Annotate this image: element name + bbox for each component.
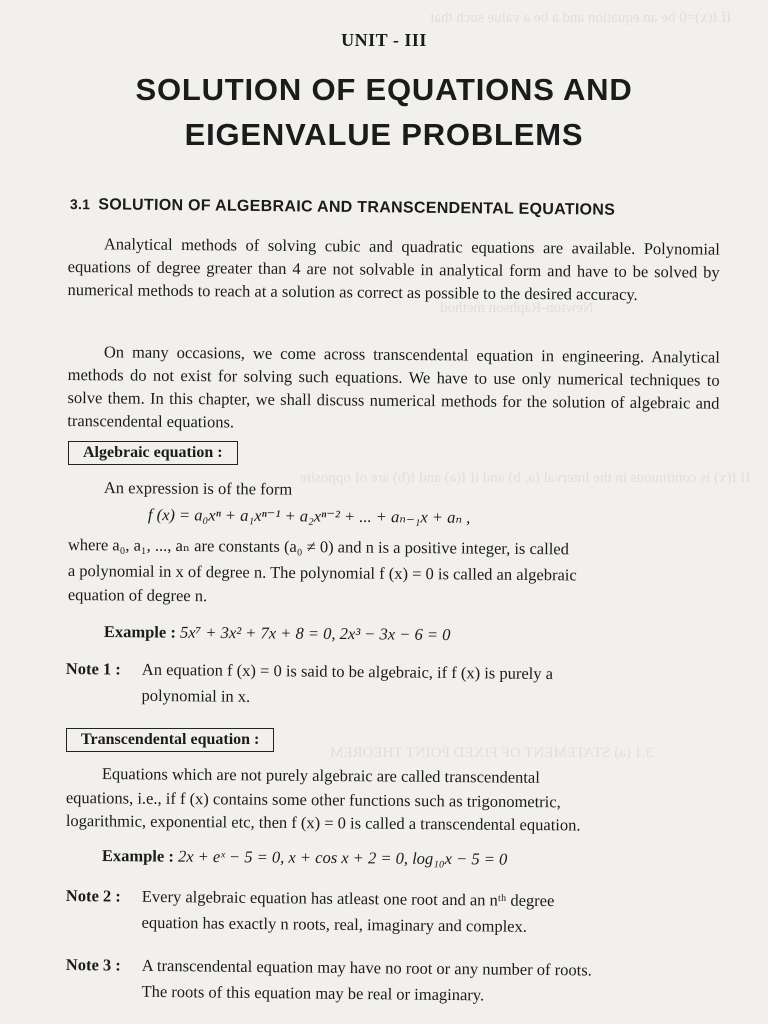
note-3-continuation: The roots of this equation may be real or imaginary. — [141, 981, 485, 1005]
paragraph-intro: Analytical methods of solving cubic and quadratic equations are available. Polynomial equations of degree greater than 4 are not solvable in analytical form and have to be solved by numerical methods to reach at a solution as correct as possible to the desired accuracy. — [67, 234, 720, 304]
note-1-continuation: polynomial in x. — [141, 685, 251, 706]
transcendental-line-3: logarithmic, exponential etc, then f (x) = 0 is called a transcendental equation. — [65, 810, 581, 835]
algebraic-where-line-1: where a₀, a₁, ..., aₙ are constants (a₀ ≠ 0) and n is a positive integer, is called — [67, 534, 570, 559]
algebraic-where-line-3: equation of degree n. — [67, 584, 208, 606]
note-2-text: Every algebraic equation has atleast one root and an nᵗʰ degree — [141, 886, 555, 911]
transcendental-line-1: Equations which are not purely algebraic are called transcendental — [101, 763, 540, 787]
unit-heading: UNIT - III — [341, 30, 427, 50]
paragraph-transcendental-intro: On many occasions, we come across transcendental equation in engineering. Analytical methods do not exist for solving such equations. We have to use only numerical techniques to solve them. In this chapter, we shall discuss numerical methods for the solution of algebraic and transcendental equations. — [67, 342, 720, 432]
transcendental-line-2: equations, i.e., if f (x) contains some other functions such as trigonometric, — [65, 787, 561, 812]
transcendental-example — [102, 846, 508, 870]
section-title: SOLUTION OF ALGEBRAIC AND TRANSCENDENTAL EQUATIONS — [98, 196, 616, 219]
note-2-label: Note 2 : — [65, 885, 121, 906]
note-3 — [65, 952, 726, 1011]
bleed-through: Newton-Raphson method — [440, 300, 594, 316]
algebraic-where-line-2: a polynomial in x of degree n. The polynomial f (x) = 0 is called an algebraic — [67, 560, 577, 585]
polynomial-formula: f (x) = a₀xⁿ + a₁xⁿ⁻¹ + a₂xⁿ⁻² + ... + aₙ₋₁x + aₙ , — [147, 505, 471, 527]
note-2-continuation: equation has exactly n roots, real, imaginary and complex. — [141, 912, 528, 936]
section-number: 3.1 — [69, 196, 91, 213]
algebraic-intro: An expression is of the form — [103, 477, 293, 499]
algebraic-example-equations: 5x⁷ + 3x² + 7x + 8 = 0, 2x³ − 3x − 6 = 0 — [179, 622, 451, 645]
transcendental-example-equations: 2x + eˣ − 5 = 0, x + cos x + 2 = 0, log₁₀x − 5 = 0 — [177, 846, 508, 869]
example-label: Example : — [103, 622, 176, 642]
note-3-text: A transcendental equation may have no root or any number of roots. — [141, 955, 592, 980]
bleed-through: If f(x)=0 be an equation and a be a value such that — [430, 10, 732, 26]
section-heading — [70, 196, 735, 221]
note-1 — [65, 656, 726, 715]
note-1-label: Note 1 : — [65, 658, 121, 679]
note-3-label: Note 3 : — [65, 954, 121, 975]
algebraic-equation-box: Algebraic equation : — [68, 441, 238, 465]
example-label: Example : — [101, 846, 174, 866]
bleed-through: If f(x) is continuous in the interval (a, b) and if f(a) and f(b) are of opposite — [300, 470, 751, 486]
page-title-line-1: SOLUTION OF EQUATIONS AND — [135, 72, 633, 107]
note-2 — [65, 883, 726, 942]
transcendental-equation-box: Transcendental equation : — [66, 728, 274, 752]
page-title-line-2: EIGENVALUE PROBLEMS — [184, 117, 584, 152]
bleed-through: 3.1 (a) STATEMENT OF FIXED POINT THEOREM — [330, 745, 654, 761]
algebraic-example — [104, 622, 451, 645]
note-1-text: An equation f (x) = 0 is said to be algebraic, if f (x) is purely a — [141, 659, 554, 684]
